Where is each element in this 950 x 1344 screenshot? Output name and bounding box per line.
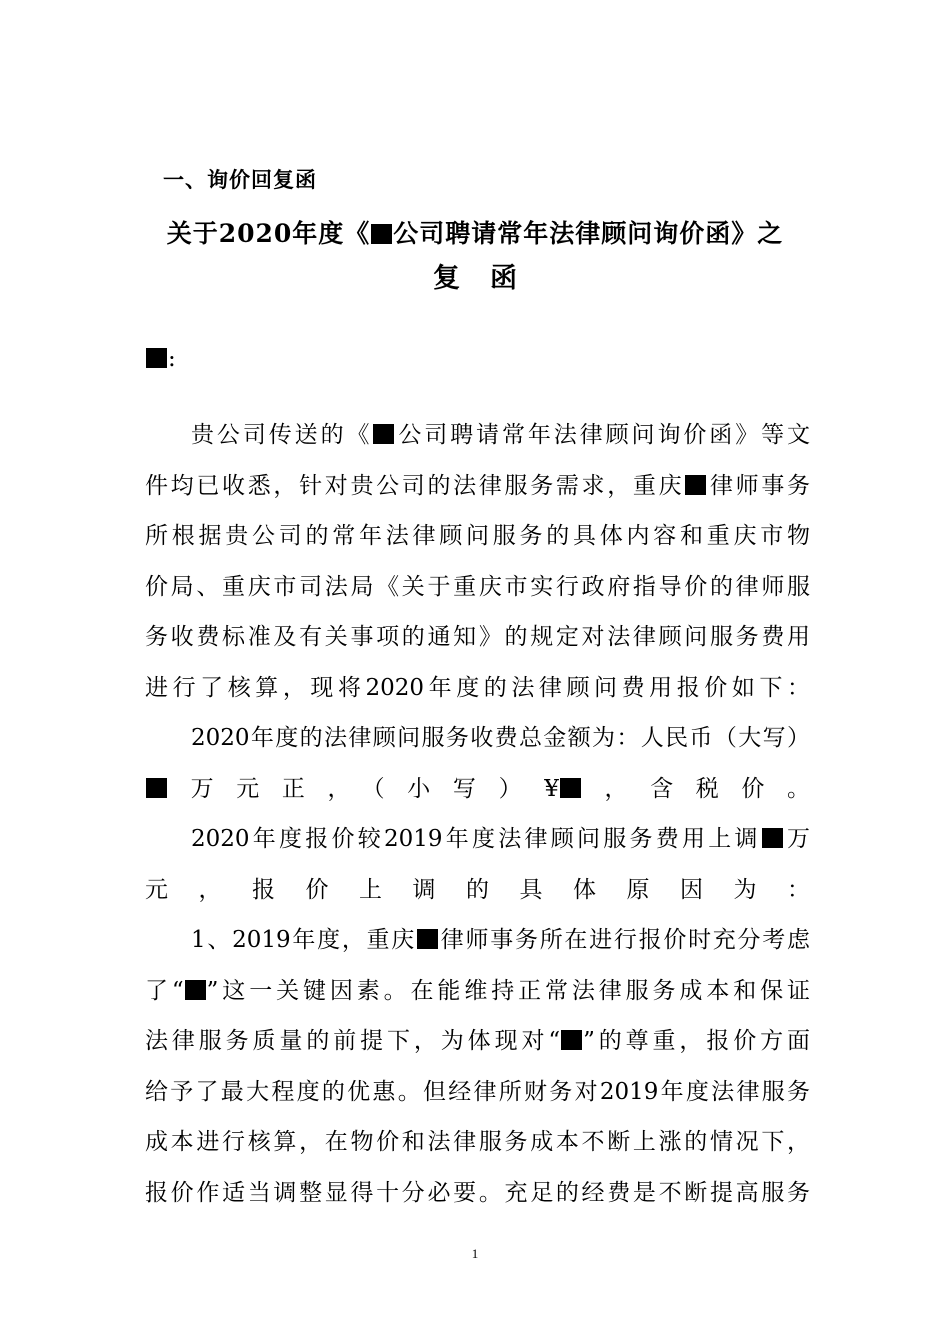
text-run: 法律服务质量的前提下，为体现对“	[145, 1028, 561, 1054]
text-run: 件均已收悉，针对贵公司的法律服务需求，重庆	[145, 472, 685, 499]
redaction-block	[417, 929, 438, 949]
text-line: 所根据贵公司的常年法律顾问服务的具体内容和重庆市物	[145, 523, 810, 549]
text-line: 价局、重庆市司法局《关于重庆市实行政府指导价的律师服	[145, 573, 810, 600]
text-line: 进行了核算，现将2020年度的法律顾问费用报价如下：	[145, 674, 810, 701]
text-line	[145, 814, 810, 865]
text-line	[145, 1016, 810, 1067]
text-run: ”的尊重，报价方面	[583, 1028, 810, 1054]
text-line: 成本进行核算，在物价和法律服务成本不断上涨的情况下，	[145, 1129, 810, 1155]
text-run: 2020年度报价较2019年度法律顾问服务费用上调	[191, 826, 761, 852]
text-run: 1、2019年度，重庆	[191, 927, 417, 953]
letter-body	[145, 410, 810, 1218]
text-line: 给予了最大程度的优惠。但经律所财务对2019年度法律服务	[145, 1078, 810, 1105]
paragraph-1	[145, 410, 810, 713]
redaction-block	[561, 1030, 582, 1050]
text-run: 贵公司传送的《	[191, 422, 373, 448]
page-number: 1	[471, 1246, 479, 1261]
text-run: ，含税价。	[581, 775, 811, 802]
paragraph-2	[145, 713, 810, 814]
text-line	[145, 461, 810, 512]
redaction-block	[371, 224, 392, 244]
text-line: 2020年度的法律顾问服务收费总金额为：人民币（大写）	[191, 725, 810, 751]
title-line1-pre: 关于2020年度《	[166, 219, 371, 248]
salutation-colon: :	[168, 346, 176, 372]
redaction-block	[560, 778, 581, 798]
document-title	[0, 214, 950, 250]
text-line: 报价作适当调整显得十分必要。充足的经费是不断提高服务	[145, 1179, 810, 1206]
text-line	[145, 410, 810, 461]
salutation	[145, 346, 176, 372]
redaction-block	[373, 424, 394, 444]
text-run: 了“	[145, 977, 184, 1004]
text-run: 律师事务所在进行报价时充分考虑	[439, 927, 811, 953]
paragraph-4	[145, 915, 810, 1218]
redaction-block	[762, 828, 783, 848]
title-line1-post: 公司聘请常年法律顾问询价函》之	[393, 219, 784, 248]
paragraph-3	[145, 814, 810, 915]
text-run: 万元正，（小写）¥	[168, 775, 559, 802]
text-run: 万	[783, 826, 810, 852]
text-line	[145, 915, 810, 966]
text-run: ”这一关键因素。在能维持正常法律服务成本和保证	[206, 977, 810, 1004]
document-title-line2: 复函	[433, 263, 547, 294]
text-run: 律师事务	[707, 472, 811, 499]
text-line	[145, 764, 810, 815]
section-heading: 一、询价回复函	[163, 167, 317, 192]
redaction-block	[185, 980, 206, 1000]
redaction-block	[685, 475, 706, 495]
redaction-block	[146, 778, 167, 798]
text-line: 务收费标准及有关事项的通知》的规定对法律顾问服务费用	[145, 624, 810, 650]
text-run: 公司聘请常年法律顾问询价函》等文	[395, 422, 811, 448]
text-line	[145, 966, 810, 1017]
text-line: 元，报价上调的具体原因为：	[145, 876, 810, 903]
redaction-block	[146, 348, 167, 368]
